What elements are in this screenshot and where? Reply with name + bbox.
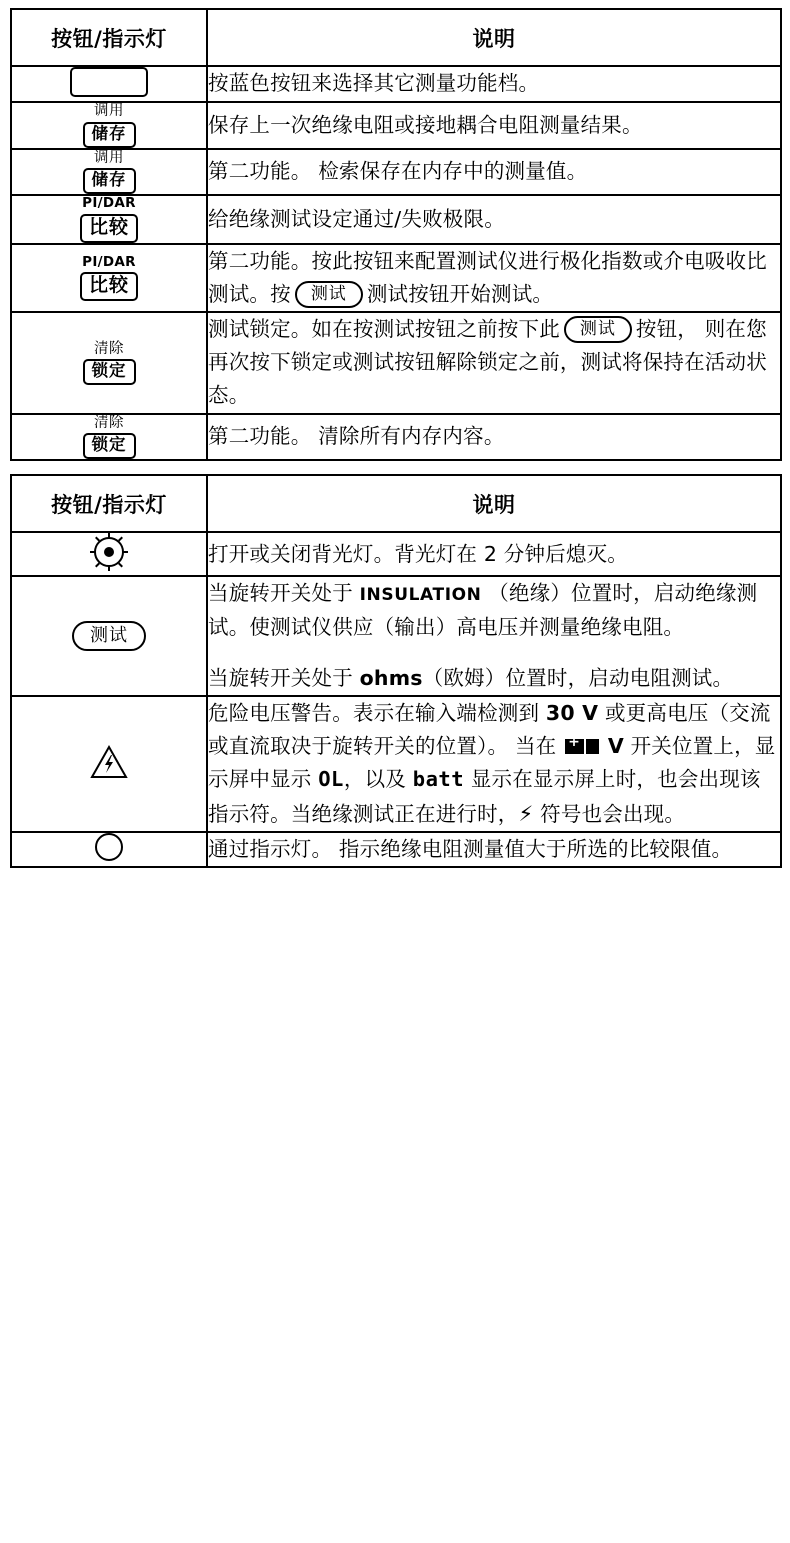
description-cell: 保存上一次绝缘电阻或接地耦合电阻测量结果。: [207, 102, 781, 149]
clear-lock-button-icon: [83, 341, 136, 386]
table-row: [11, 576, 781, 696]
description-cell: [207, 244, 781, 312]
table-header-row: [11, 9, 781, 66]
description-cell: [207, 696, 781, 832]
button-primary-label: 比较: [80, 214, 138, 243]
table-row: [11, 102, 781, 149]
pass-indicator-led-icon: [95, 833, 123, 861]
description-cell: 按蓝色按钮来选择其它测量功能档。: [207, 66, 781, 102]
ol-indicator: OL: [318, 767, 344, 792]
backlight-icon: [90, 533, 128, 571]
column-header-description: 说明: [207, 475, 781, 532]
symbol-cell: [11, 414, 207, 461]
symbol-cell: [11, 832, 207, 867]
clear-lock-button-icon: [83, 415, 136, 460]
test-button-icon: 测试: [72, 621, 146, 652]
batt-indicator: batt: [412, 767, 465, 792]
button-secondary-label: PI/DAR: [82, 253, 136, 270]
description-text: 第二功能。按此按钮来配置测试仪进行极化指数或介电吸收比测试。按 测试 测试按钮开始测试。: [208, 245, 780, 311]
symbol-cell: [11, 149, 207, 196]
button-primary-label: 锁定: [83, 359, 136, 385]
insulation-label: INSULATION: [359, 585, 482, 606]
symbol-cell: [11, 102, 207, 149]
test-button-inline-icon: 测试: [295, 281, 363, 308]
dc-voltage-symbol-icon: [565, 739, 599, 754]
recall-store-button-icon: [83, 103, 136, 148]
column-header-description: 说明: [207, 9, 781, 66]
description-text: 危险电压警告。表示在输入端检测到 30 V 或更高电压（交流或直流取决于旋转开关的位置）。 当在 + V 开关位置上，显示屏中显示 OL，以及 batt 显示在显示屏上时，也会出现该指示符。当绝缘测试正在进行时，⚡ 符号也会出现。: [208, 697, 780, 831]
button-secondary-label: 清除: [94, 340, 124, 357]
description-cell: 通过指示灯。 指示绝缘电阻测量值大于所选的比较限值。: [207, 832, 781, 867]
description-text: 当旋转开关处于 INSULATION （绝缘）位置时，启动绝缘测试。使测试仪供应（输出）高电压并测量绝缘电阻。: [208, 581, 758, 639]
description-cell: 第二功能。 清除所有内存内容。: [207, 414, 781, 461]
table-row: [11, 195, 781, 243]
description-text: 测试锁定。如在按测试按钮之前按下此 测试 按钮， 则在您再次按下锁定或测试按钮解除锁定之前，测试将保持在活动状态。: [208, 317, 767, 408]
table-header-row: [11, 475, 781, 532]
blue-button-icon: [70, 67, 148, 97]
compare-button-icon: [80, 255, 138, 301]
table-row: [11, 66, 781, 102]
button-primary-label: 比较: [80, 272, 138, 301]
description-cell: 给绝缘测试设定通过/失败极限。: [207, 195, 781, 243]
lightning-bolt-icon: ⚡: [518, 801, 534, 826]
table-row: [11, 696, 781, 832]
description-cell: [207, 312, 781, 414]
ohms-label: ohms: [359, 665, 423, 690]
table-row: [11, 532, 781, 576]
button-indicator-table-2: [10, 474, 782, 868]
table-row: [11, 244, 781, 312]
voltage-threshold: 30 V: [545, 700, 599, 725]
description-cell: [207, 576, 781, 696]
symbol-cell: [11, 696, 207, 832]
table-row: [11, 414, 781, 461]
column-header-symbol: 按钮/指示灯: [11, 9, 207, 66]
symbol-cell: [11, 66, 207, 102]
button-primary-label: 储存: [83, 168, 136, 194]
symbol-cell: [11, 312, 207, 414]
recall-store-button-icon: [83, 150, 136, 195]
button-secondary-label: PI/DAR: [82, 195, 136, 212]
description-text: 当旋转开关处于 ohms（欧姆）位置时，启动电阻测试。: [208, 665, 734, 690]
table-row: [11, 832, 781, 867]
symbol-cell: [11, 532, 207, 576]
description-cell: 打开或关闭背光灯。背光灯在 2 分钟后熄灭。: [207, 532, 781, 576]
button-indicator-table-1: [10, 8, 782, 461]
symbol-cell: [11, 195, 207, 243]
button-primary-label: 锁定: [83, 433, 136, 459]
button-secondary-label: 调用: [94, 149, 124, 166]
test-button-inline-icon: 测试: [564, 316, 632, 343]
warning-triangle-svg: [89, 744, 129, 780]
button-primary-label: 储存: [83, 122, 136, 148]
button-secondary-label: 调用: [94, 103, 124, 119]
symbol-cell: [11, 244, 207, 312]
column-header-symbol: 按钮/指示灯: [11, 475, 207, 532]
high-voltage-warning-icon: [89, 744, 129, 780]
table-row: [11, 312, 781, 414]
symbol-cell: [11, 576, 207, 696]
compare-button-icon: [80, 196, 138, 242]
button-secondary-label: 清除: [94, 414, 124, 431]
description-cell: 第二功能。 检索保存在内存中的测量值。: [207, 149, 781, 196]
table-row: [11, 149, 781, 196]
